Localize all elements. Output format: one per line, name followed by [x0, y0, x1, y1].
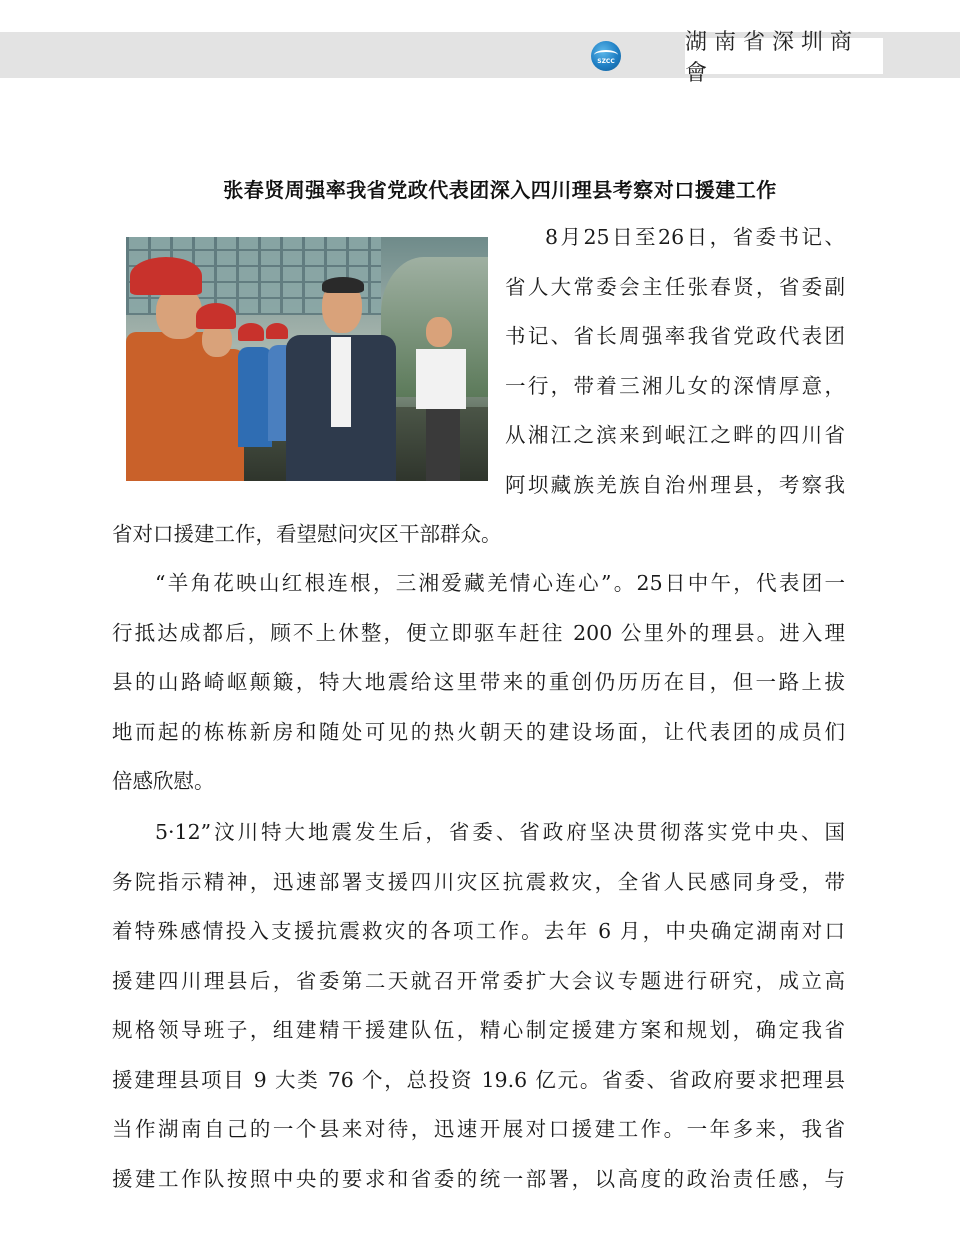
p3-line: 5·12”汶川特大地震发生后，省委、省政府坚决贯彻落实党中央、国: [155, 820, 845, 844]
photo-attendant: [416, 349, 466, 409]
paragraph-2: [112, 559, 845, 807]
photo-helmet: [238, 323, 264, 341]
p3-line: 援建工作队按照中央的要求和省委的统一部署，以高度的政治责任感，与: [112, 1166, 845, 1191]
p3-line: 务院指示精神，迅速部署支援四川灾区抗震救灾，全省人民感同身受，带: [112, 869, 845, 894]
p1-line: 省对口援建工作，看望慰问灾区干部群众。: [112, 522, 502, 546]
p1-line: 8月25日至26日，省委书记、: [545, 225, 845, 249]
article-title: 张春贤周强率我省党政代表团深入四川理县考察对口援建工作: [223, 178, 777, 202]
photo-face: [426, 317, 452, 347]
photo-hair: [322, 277, 364, 293]
paragraph-3: [112, 808, 845, 1204]
photo-helmet: [196, 303, 236, 329]
p1-line: 书记、省长周强率我省党政代表团: [505, 324, 845, 348]
p2-line: 倍感欣慰。: [112, 769, 215, 793]
photo-worker: [238, 347, 272, 447]
p3-line: 援建四川理县后，省委第二天就召开常委扩大会议专题进行研究，成立高: [112, 968, 845, 993]
photo-shirt: [331, 337, 351, 427]
p2-line: 地而起的栋栋新房和随处可见的热火朝天的建设场面，让代表团的成员们: [112, 719, 845, 744]
photo-attendant-legs: [426, 409, 460, 481]
photo-helmet: [266, 323, 288, 339]
paragraph-1-wrapped: [505, 213, 845, 510]
p3-line: 规格领导班子，组建精干援建队伍，精心制定援建方案和规划，确定我省: [112, 1018, 845, 1042]
p2-line: 县的山路崎岖颠簸，特大地震给这里带来的重创仍历历在目，但一路上拔: [112, 670, 845, 694]
szcc-logo-icon: [591, 41, 621, 71]
p2-line: 行抵达成都后，顾不上休整，便立即驱车赶往 200 公里外的理县。进入理: [112, 620, 845, 645]
p3-line: 着特殊感情投入支援抗震救灾的各项工作。去年 6 月，中央确定湖南对口: [112, 919, 845, 943]
photo-helmet: [130, 257, 202, 295]
article-photo: [126, 237, 488, 481]
p1-line: 省人大常委会主任张春贤，省委副: [505, 274, 845, 299]
p3-line: 当作湖南自己的一个县来对待，迅速开展对口援建工作。一年多来，我省: [112, 1117, 845, 1141]
p1-line: 阿坝藏族羌族自治州理县，考察我: [505, 472, 845, 497]
p1-line: 一行，带着三湘儿女的深情厚意，: [505, 373, 845, 398]
paragraph-1-tail: [112, 510, 845, 560]
logo-text: SZCC: [597, 58, 615, 65]
org-name: 湖南省深圳商會: [685, 38, 883, 74]
p1-line: 从湘江之滨来到岷江之畔的四川省: [505, 423, 845, 447]
photo-worker: [188, 349, 244, 481]
p2-line: “羊角花映山红根连根，三湘爱藏羌情心连心”。25日中午，代表团一: [155, 571, 845, 595]
p3-line: 援建理县项目 9 大类 76 个，总投资 19.6 亿元。省委、省政府要求把理县: [112, 1067, 845, 1092]
